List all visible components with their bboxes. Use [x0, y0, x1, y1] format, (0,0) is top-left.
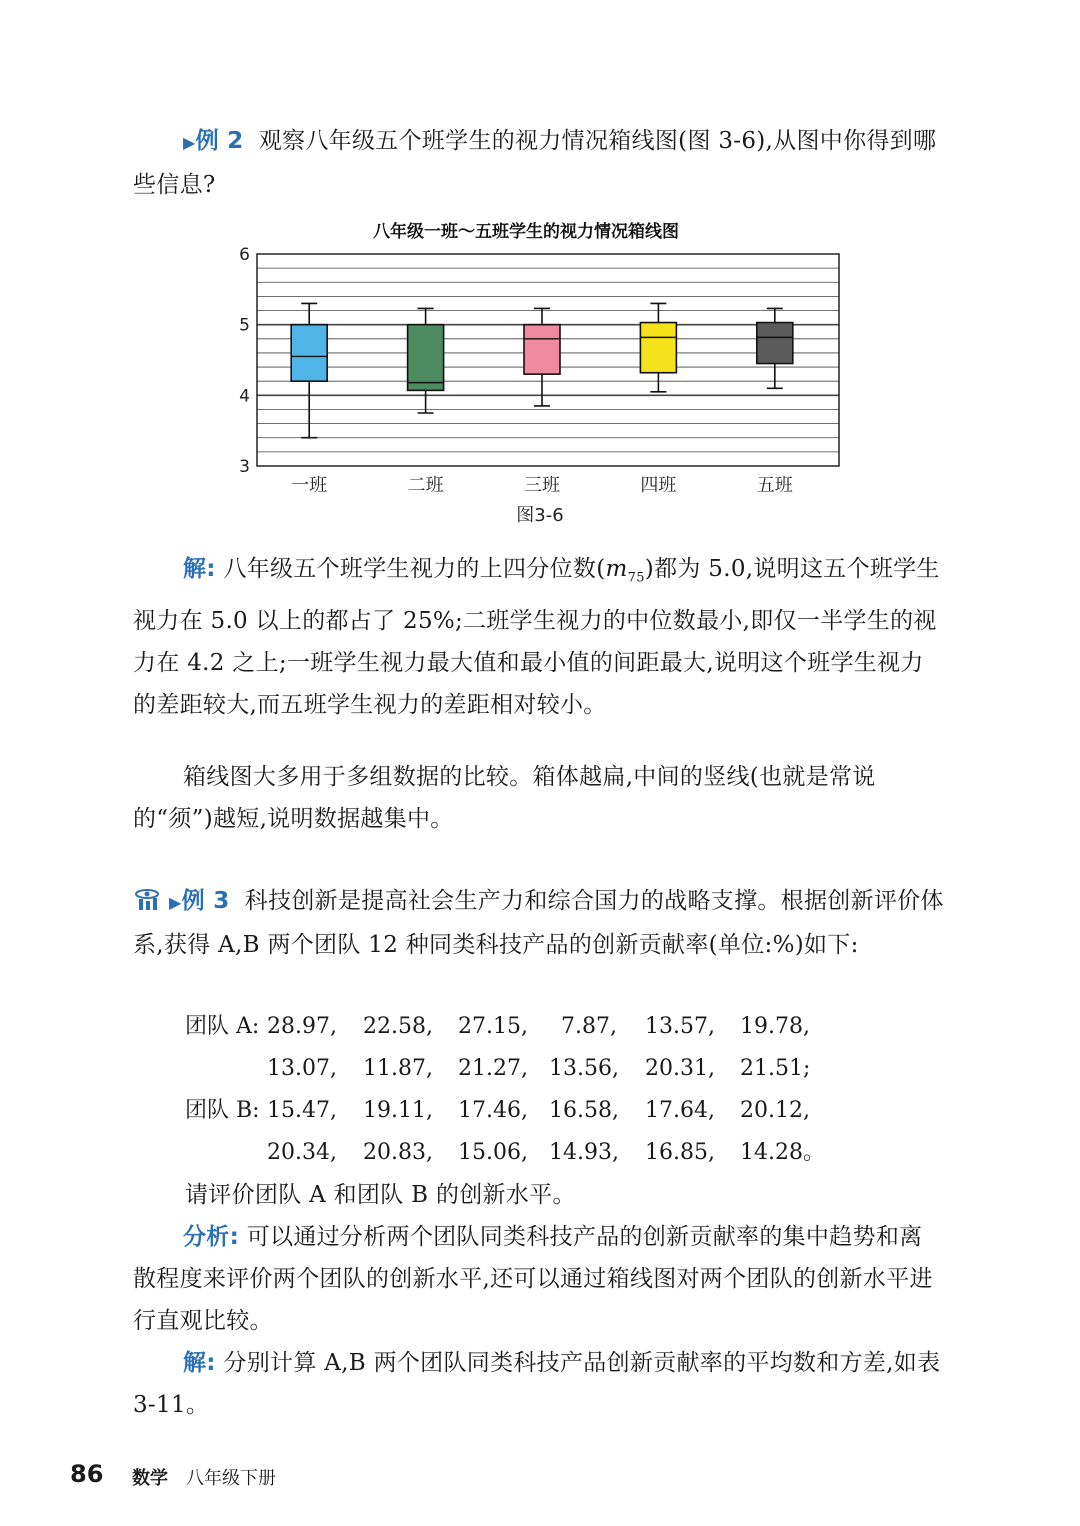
x-tick-label: 二班: [407, 475, 444, 496]
teamB-value: 20.12,: [740, 1098, 810, 1123]
book-label: 八年级下册: [186, 1468, 276, 1489]
teamA-value: 28.97,: [267, 1014, 337, 1039]
teamA-value: 27.15,: [458, 1014, 528, 1039]
note-text: 箱线图大多用于多组数据的比较。箱体越扁,中间的竖线(也就是常说的“须”)越短,说明数据越集中。: [133, 764, 876, 832]
solution1-text-b: )都为 5.0,说明这五个班学生视力在 5.0 以上的都占了 25%;二班学生视力的中位数最小,即仅一半学生的视力在 4.2 之上;一班学生视力最大值和最小值的间距最大,说明这个班学生视力的差距较大,而五班学生视力的差距相对较小。: [133, 556, 940, 718]
question: 请评价团队 A 和团队 B 的创新水平。: [185, 1182, 576, 1208]
solution2-text: 分别计算 A,B 两个团队同类科技产品创新贡献率的平均数和方差,如表 3-11。: [133, 1350, 941, 1418]
solution2-paragraph: [133, 1342, 945, 1426]
example2-label: 例 2: [195, 128, 244, 154]
box-body: [291, 325, 327, 382]
page-number: 86: [70, 1460, 104, 1488]
box-body: [640, 323, 676, 373]
x-tick-label: 五班: [756, 475, 793, 496]
teamB-value: 17.46,: [458, 1098, 528, 1123]
teamB-value: 15.06,: [458, 1140, 528, 1165]
boxplot-note: [133, 756, 945, 840]
teamA-value: 21.51;: [740, 1056, 811, 1081]
example3-label: 例 3: [181, 888, 230, 914]
solution1-paragraph: [133, 548, 945, 726]
teamB-row1: [185, 1090, 945, 1132]
y-tick-label: 5: [239, 315, 250, 336]
triangle-marker-icon: ▶: [183, 133, 196, 152]
y-tick-label: 3: [239, 457, 250, 477]
page-footer: [70, 1460, 276, 1489]
box-body: [408, 325, 444, 391]
triangle-marker-icon-2: ▶: [169, 893, 182, 912]
analysis-text: 可以通过分析两个团队同类科技产品的创新贡献率的集中趋势和离散程度来评价两个团队的创新水平,还可以通过箱线图对两个团队的创新水平进行直观比较。: [133, 1224, 933, 1334]
teamA-value: 20.31,: [645, 1056, 715, 1081]
teamA-label: 团队 A:: [185, 1014, 260, 1039]
teamA-value: 11.87,: [363, 1056, 433, 1081]
x-tick-label: 三班: [524, 475, 560, 496]
teamB-value: 17.64,: [645, 1098, 715, 1123]
analysis-label: 分析:: [183, 1224, 240, 1250]
teamA-value: 13.57,: [645, 1014, 715, 1039]
teamA-value: 19.78,: [740, 1014, 810, 1039]
solution1-label: 解:: [183, 556, 216, 582]
teamB-value: 14.28。: [740, 1140, 825, 1165]
teamB-value: 15.47,: [267, 1098, 337, 1123]
teamB-row2: [185, 1132, 945, 1174]
box-1: [291, 303, 327, 437]
teamB-value: 20.34,: [267, 1140, 337, 1165]
example3-text: 科技创新是提高社会生产力和综合国力的战略支撑。根据创新评价体系,获得 A,B 两个团队 12 种同类科技产品的创新贡献率(单位:%)如下:: [133, 888, 944, 958]
teamA-value: 7.87,: [561, 1014, 617, 1039]
science-icon: [133, 886, 167, 912]
teamB-value: 16.85,: [645, 1140, 715, 1165]
box-4: [640, 303, 676, 391]
teamA-row1: [185, 1006, 945, 1048]
box-body: [757, 323, 793, 364]
example3-paragraph: [133, 880, 945, 966]
analysis-paragraph: [133, 1216, 945, 1342]
box-2: [408, 308, 444, 413]
chart-title: 八年级一班～五班学生的视力情况箱线图: [373, 222, 679, 242]
boxplot-figure: [220, 212, 860, 532]
box-3: [524, 308, 560, 406]
example2-paragraph: [133, 120, 945, 206]
y-tick-label: 6: [239, 245, 250, 265]
example2-text: 观察八年级五个班学生的视力情况箱线图(图 3-6),从图中你得到哪些信息?: [133, 128, 937, 198]
m75-subscript: 75: [627, 570, 645, 586]
y-tick-label: 4: [239, 386, 250, 407]
m75-symbol: m: [605, 556, 628, 582]
teamA-row2: [185, 1048, 945, 1090]
teamB-value: 16.58,: [549, 1098, 619, 1123]
figure-caption: 图3-6: [516, 505, 564, 526]
x-tick-label: 一班: [291, 475, 328, 496]
question-text: [185, 1174, 945, 1216]
teamA-value: 13.56,: [549, 1056, 619, 1081]
solution2-label: 解:: [183, 1350, 216, 1376]
solution1-text-a: 八年级五个班学生视力的上四分位数(: [223, 556, 606, 582]
teamA-value: 21.27,: [458, 1056, 528, 1081]
boxplot-chart: [220, 212, 860, 532]
x-tick-label: 四班: [640, 475, 677, 496]
teamB-value: 20.83,: [363, 1140, 433, 1165]
subject-label: 数学: [132, 1468, 168, 1489]
teamB-value: 14.93,: [549, 1140, 619, 1165]
teamB-label: 团队 B:: [185, 1098, 260, 1123]
teamB-value: 19.11,: [363, 1098, 433, 1123]
box-5: [757, 308, 793, 388]
teamA-value: 22.58,: [363, 1014, 433, 1039]
teamA-value: 13.07,: [267, 1056, 337, 1081]
box-body: [524, 325, 560, 374]
